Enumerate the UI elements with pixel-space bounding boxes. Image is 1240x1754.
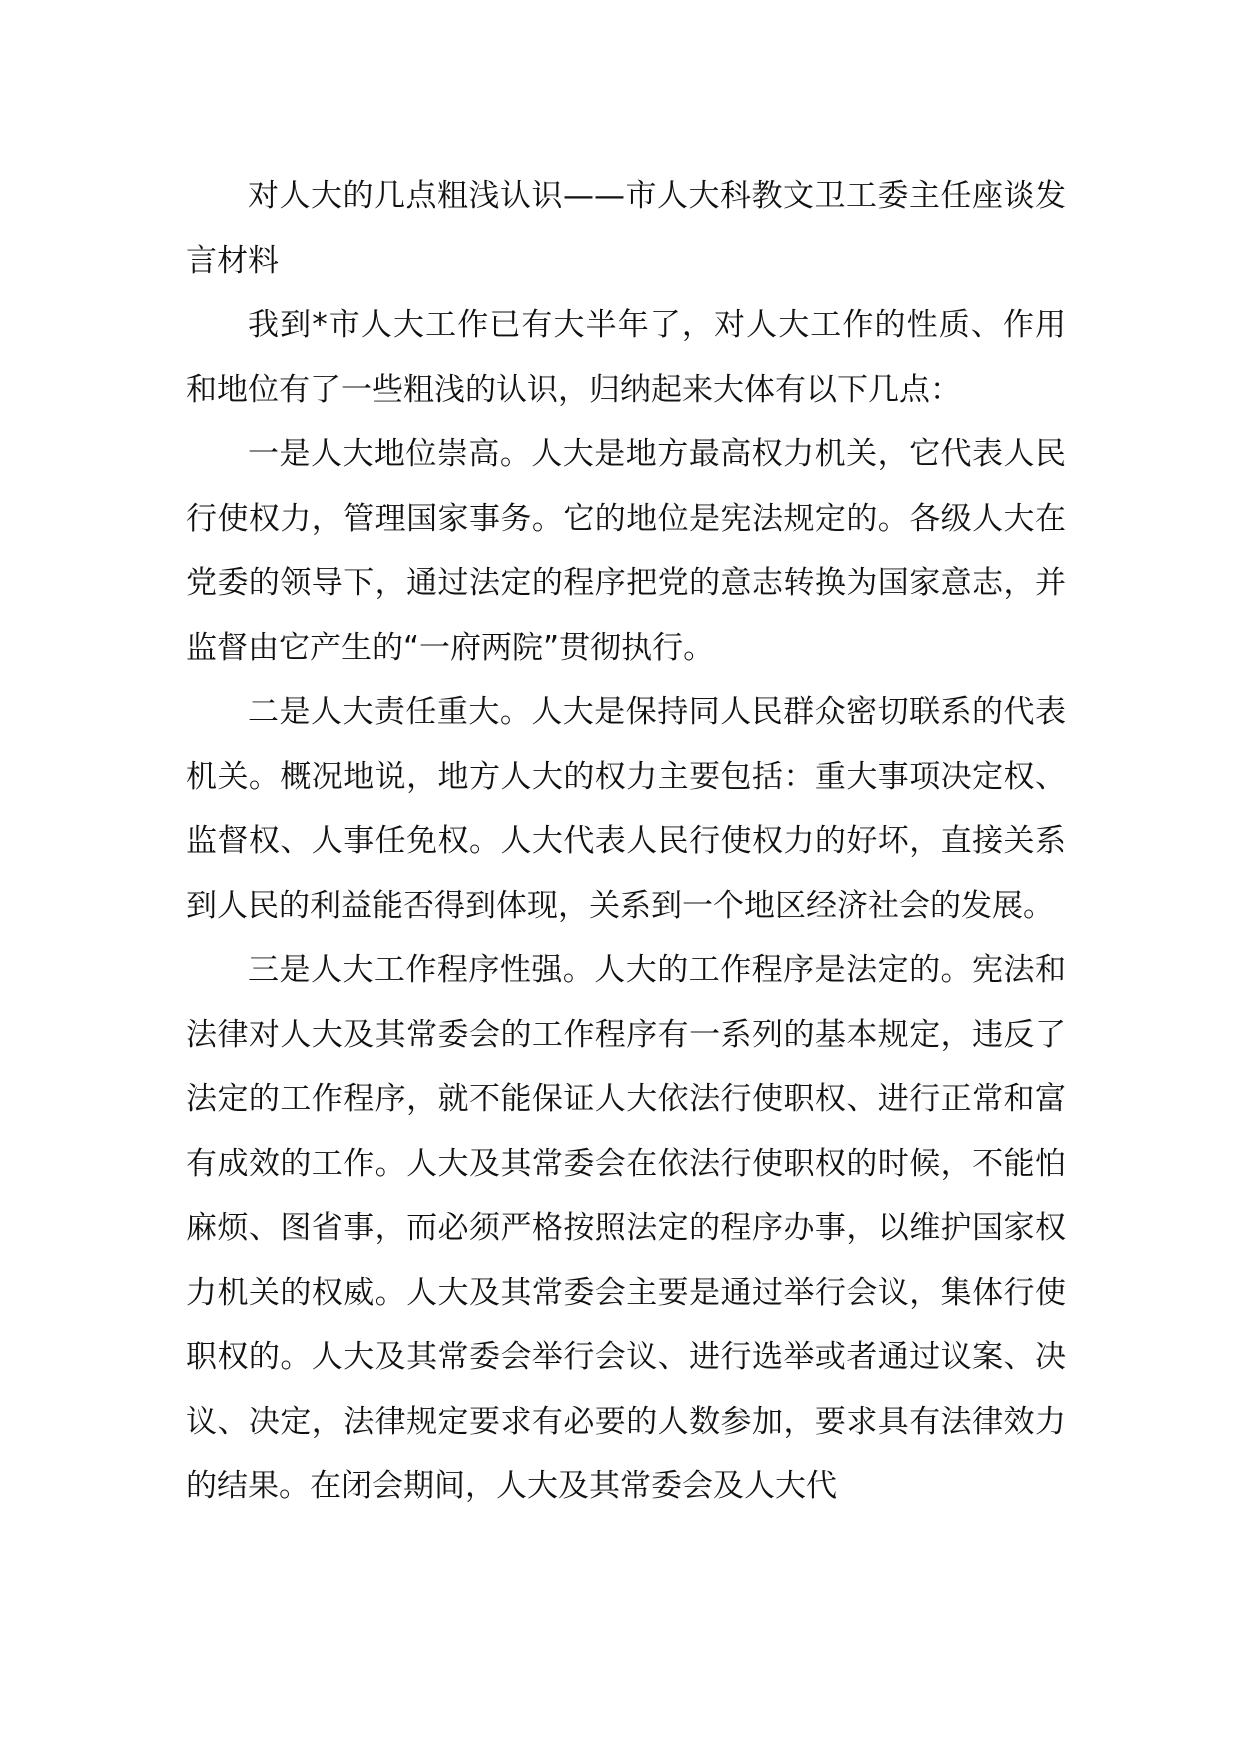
document-title: 对人大的几点粗浅认识——市人大科教文卫工委主任座谈发言材料 <box>186 178 1066 279</box>
document-page <box>186 164 1066 1519</box>
paragraph-point-one: 一是人大地位崇高。人大是地方最高权力机关，它代表人民行使权力，管理国家事务。它的地位是宪法规定的。各级人大在党委的领导下，通过法定的程序把党的意志转换为国家意志，并监督由它产生的“一府两院”贯彻执行。 <box>186 436 1066 666</box>
paragraph-point-two: 二是人大责任重大。人大是保持同人民群众密切联系的代表机关。概况地说，地方人大的权力主要包括：重大事项决定权、监督权、人事任免权。人大代表人民行使权力的好坏，直接关系到人民的利益能否得到体现，关系到一个地区经济社会的发展。 <box>186 694 1066 924</box>
paragraph-point-three: 三是人大工作程序性强。人大的工作程序是法定的。宪法和法律对人大及其常委会的工作程序有一系列的基本规定，违反了法定的工作程序，就不能保证人大依法行使职权、进行正常和富有成效的工作。人大及其常委会在依法行使职权的时候，不能怕麻烦、图省事，而必须严格按照法定的程序办事，以维护国家权力机关的权威。人大及其常委会主要是通过举行会议，集体行使职权的。人大及其常委会举行会议、进行选举或者通过议案、决议、决定，法律规定要求有必要的人数参加，要求具有法律效力的结果。在闭会期间，人大及其常委会及人大代 <box>186 952 1066 1504</box>
paragraph-intro: 我到*市人大工作已有大半年了，对人大工作的性质、作用和地位有了一些粗浅的认识，归纳起来大体有以下几点： <box>186 307 1066 408</box>
